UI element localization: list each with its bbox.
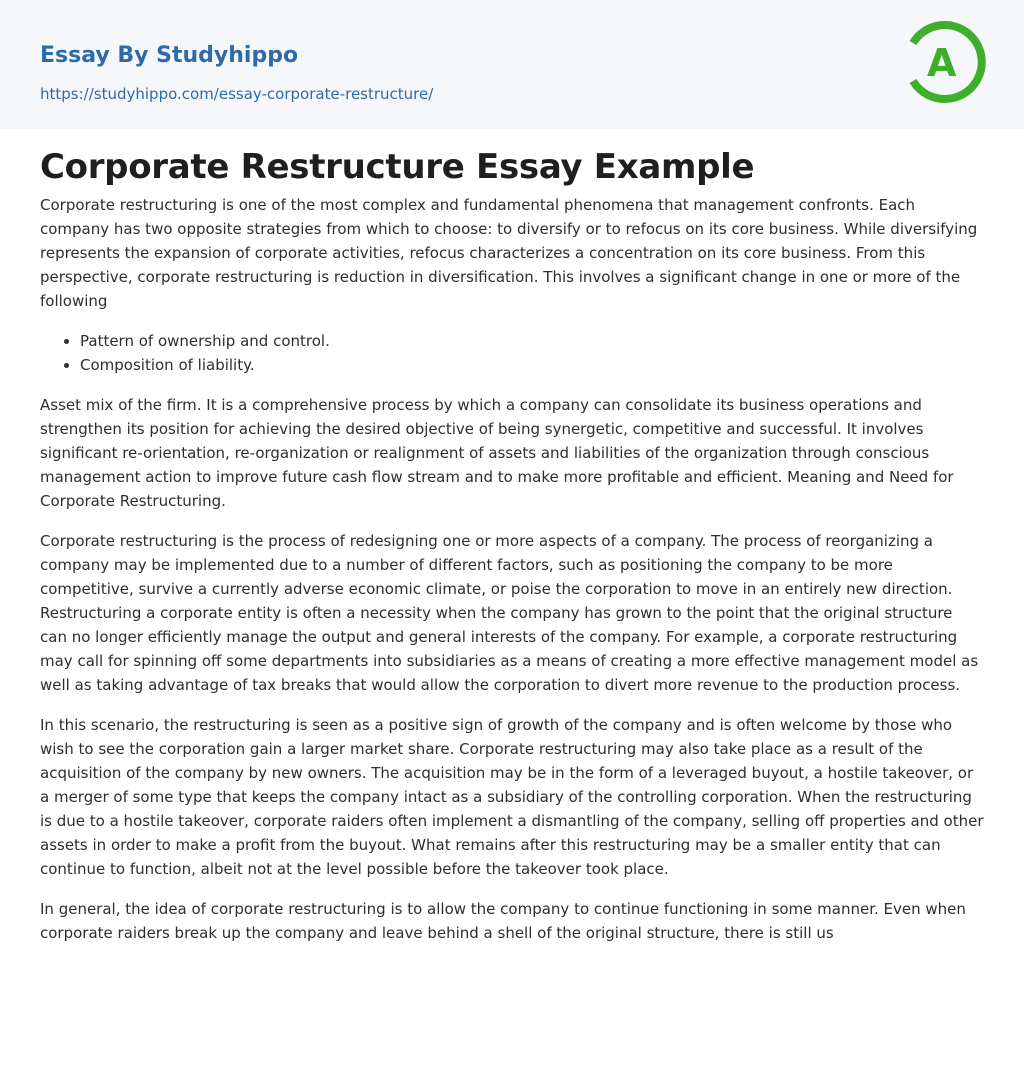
site-header: [0, 0, 1024, 129]
page-title: Corporate Restructure Essay Example: [40, 147, 755, 187]
body-paragraph: Asset mix of the firm. It is a comprehensive process by which a company can consolidate its business operations and strengthen its position for achieving the desired objective of being synergetic, competitive and successful. It involves significant re-orientation, re-organization or realignment of assets and liabilities of the organization through conscious management action to improve future cash flow stream and to make more profitable and efficient. Meaning and Need for Corporate Restructuring.: [40, 396, 954, 510]
studyhippo-logo-icon[interactable]: [900, 19, 986, 105]
change-list: [40, 329, 984, 377]
list-item: • Pattern of ownership and control.: [80, 329, 984, 353]
body-paragraph: In this scenario, the restructuring is seen as a positive sign of growth of the company and is often welcome by those who wish to see the corporation gain a larger market share. Corporate restructuring may also take place as a result of the acquisition of the company by new owners. The acquisition may be in the form of a leveraged buyout, a hostile takeover, or a merger of some type that keeps the company intact as a subsidiary of the controlling corporation. When the restructuring is due to a hostile takeover, corporate raiders often implement a dismantling of the company, selling off properties and other assets in order to make a profit from the buyout. What remains after this restructuring may be a smaller entity that can continue to function, albeit not at the level possible before the takeover took place.: [40, 716, 984, 878]
body-paragraph: In general, the idea of corporate restructuring is to allow the company to continue functioning in some manner. Even when corporate raiders break up the company and leave behind a shell of the original structure, there is still us: [40, 900, 966, 942]
essay-url-link[interactable]: https://studyhippo.com/essay-corporate-restructure/: [40, 85, 434, 103]
logo-letter: A: [927, 41, 957, 85]
brand-title[interactable]: Essay By Studyhippo: [40, 43, 299, 68]
article: [0, 129, 1024, 945]
body-paragraph: Corporate restructuring is the process of redesigning one or more aspects of a company. The process of reorganizing a company may be implemented due to a number of different factors, such as positioning the company to be more competitive, survive a currently adverse economic climate, or poise the corporation to move in an entirely new direction. Restructuring a corporate entity is often a necessity when the company has grown to the point that the original structure can no longer efficiently manage the output and general interests of the company. For example, a corporate restructuring may call for spinning off some departments into subsidiaries as a means of creating a more effective management model as well as taking advantage of tax breaks that would allow the corporation to divert more revenue to the production process.: [40, 532, 979, 694]
list-item: • Composition of liability.: [80, 353, 984, 377]
intro-paragraph: Corporate restructuring is one of the most complex and fundamental phenomena that management confronts. Each company has two opposite strategies from which to choose: to diversify or to refocus on its core business. While diversifying represents the expansion of corporate activities, refocus characterizes a concentration on its core business. From this perspective, corporate restructuring is reduction in diversification. This involves a significant change in one or more of the following: [40, 196, 978, 310]
